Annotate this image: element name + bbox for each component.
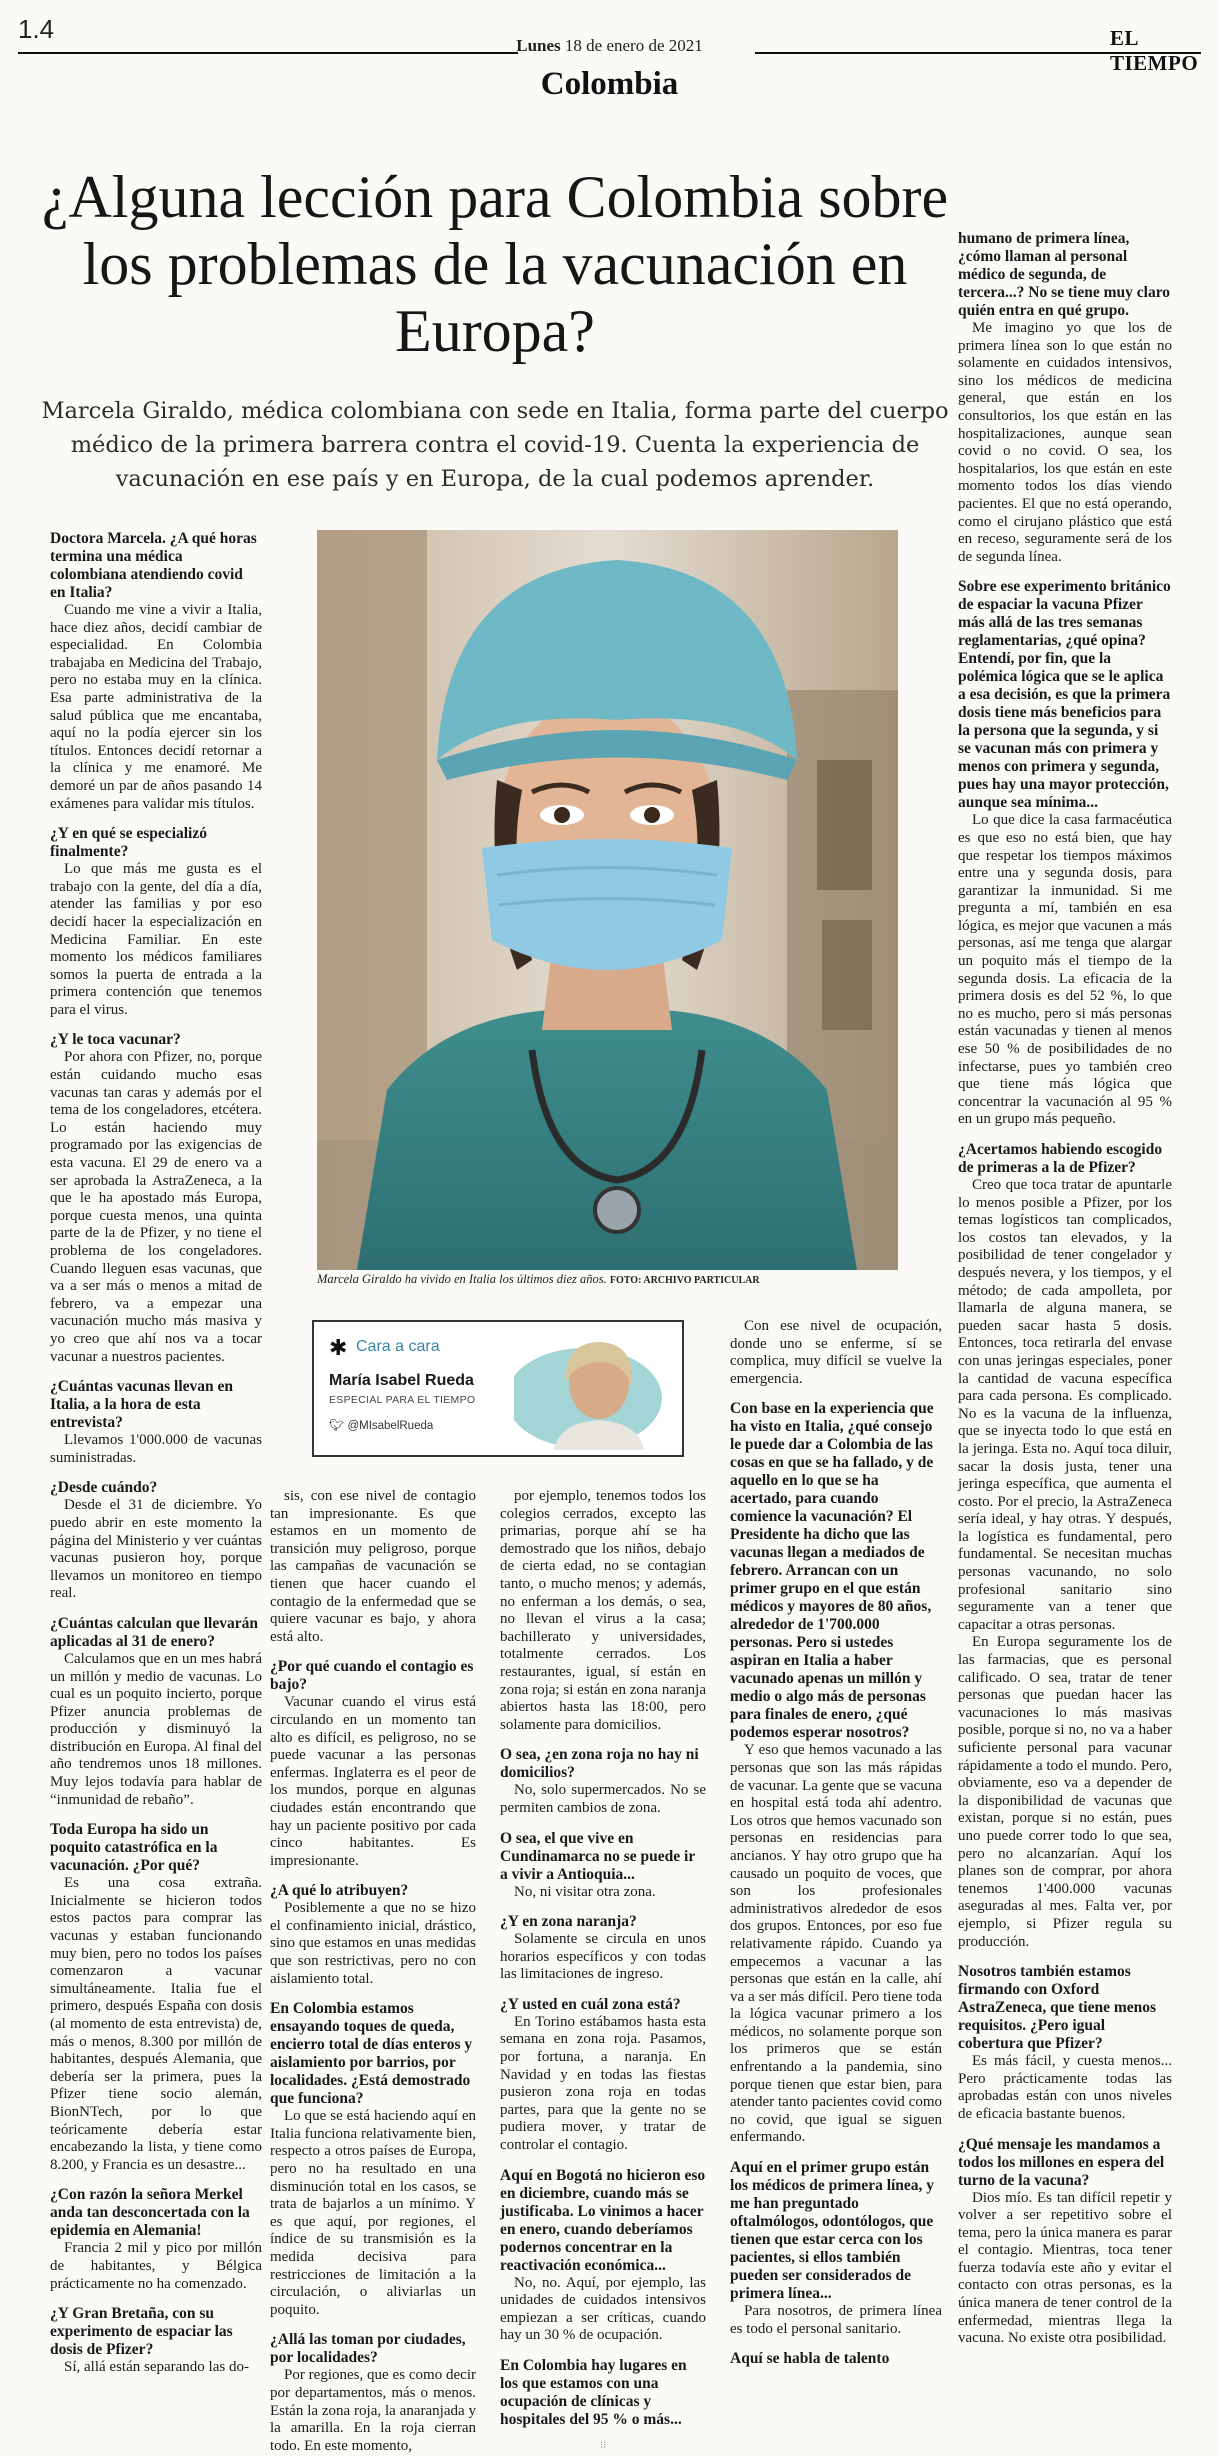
- interview-answer: sis, con ese nivel de contagio tan impresionante. Es que estamos en un momento de transición muy peligroso, porque las campañas de vacunación se tienen que hacer cuando el contagio de la enfermedad que se quiere vacunar es bajo, y ahora está alto.: [270, 1488, 476, 1645]
- interview-question: Aquí en el primer grupo están los médicos de primera línea, y me han preguntado oftalmólogos, odontólogos, que tienen que estar cerca con los pacientes, si ellos también pueden ser considerados de primera línea...: [730, 2159, 935, 2303]
- article-column-1: [50, 530, 262, 2377]
- interview-question: ¿Acertamos habiendo escogido de primeras a la de Pfizer?: [958, 1141, 1163, 1176]
- interview-answer: Solamente se circula en unos horarios específicos y con todas las limitaciones de ingreso.: [500, 1931, 706, 1983]
- issue-date: [0, 36, 1219, 56]
- interview-question: Doctora Marcela. ¿A qué horas termina una médica colombiana atendiendo covid en Italia?: [50, 530, 257, 601]
- interview-question: ¿Y en qué se especializó finalmente?: [50, 825, 207, 861]
- article-column-4: [730, 1318, 942, 2368]
- author-name: María Isabel Rueda: [329, 1372, 474, 1389]
- interview-question: Aquí en Bogotá no hicieron eso en diciembre, cuando más se justificaba. Lo vinimos a hacer en enero, cuando deberíamos podernos concentrar en la reactivación económica...: [500, 2166, 706, 2274]
- interview-answer: Es más fácil, y cuesta menos... Pero prácticamente todas las aprobadas están con unos niveles de eficacia bastante buenos.: [958, 2053, 1172, 2122]
- interview-answer: En Europa seguramente los de las farmacias, que es personal calificado. O sea, tratar de tener personas que puedan hacer las vacunaciones lo más masivas posible, porque si no, no va a haber suficiente personal para vacunar rápidamente a todo el mundo. Pero, obviamente, eso va a depender de la disponibilidad de vacunas que existan, porque si no están, pues uno puede correr todo lo que sea, pero no alcanzarían. Aquí los planes son de comprar, por ahora tenemos 1'400.000 vacunas aseguradas al mes. Falta ver, por ejemplo, si Pfizer regula su producción.: [958, 1634, 1172, 1950]
- interview-question: Toda Europa ha sido un poquito catastrófica en la vacunación. ¿Por qué?: [50, 1821, 218, 1875]
- author-handle-text: @MIsabelRueda: [347, 1420, 434, 1432]
- interview-question: ¿Desde cuándo?: [50, 1479, 158, 1497]
- page-footer-mark: ⁝⁝: [600, 2440, 607, 2451]
- article-column-2: [270, 1488, 476, 2455]
- interview-question: ¿Cuántas calculan que llevarán aplicadas al 31 de enero?: [50, 1614, 258, 1650]
- interview-answer: Lo que más me gusta es el trabajo con la gente, del día a día, atender las familias y por eso decidí hacer la especialización en Medicina Familiar. En este momento los médicos familiares somos la puerta de entrada a la primera contención que tenemos para el virus.: [50, 861, 262, 1018]
- interview-answer: por ejemplo, tenemos todos los colegios cerrados, excepto las primarias, porque ahí se ha demostrado que los niños, debajo de cierta edad, no se contagian tanto, o mucho menos; y además, no enferman a los demás, o sea, no llevan el virus a la casa; bachillerato y universidades, totalmente cerrados. Los restaurantes, igual, sí están en zona roja; si están en zona naranja abiertos hasta las 18:00, pero solamente para domicilios.: [500, 1488, 706, 1733]
- author-twitter: [329, 1418, 433, 1432]
- twitter-bird-icon: 🐦︎: [329, 1418, 345, 1432]
- photo-credit: FOTO: ARCHIVO PARTICULAR: [609, 1275, 760, 1286]
- interview-answer: Francia 2 mil y pico por millón de habitantes, y Bélgica prácticamente no ha comenzado.: [50, 2240, 262, 2292]
- interview-answer: Creo que toca tratar de apuntarle lo menos posible a Pfizer, por los temas logísticos tan complicados, los costos tan elevados, y la posibilidad de tener congelador y después nevera, y los tiempos, y el método; de cada ampolleta, por llamarla de alguna manera, se pueden sacar hasta 5 dosis. Entonces, toca retirarla del envase con unas jeringas especiales, poner la cantidad de vacuna específica para cada persona. Es complicado. No es la vacuna de la influenza, que se inyecta todo lo que está en la jeringa. Esta no. Aquí toca diluir, sacar la dosis justa, tener una jeringa específica, que aumenta el costo. Por el precio, la AstraZeneca sería ideal, y hay otras. Y después, la logística es fundamental, pero fundamental. Se necesitan muchas personas vacunando, no solo profesional sanitario sino seguramente van a tener que capacitar a otras personas.: [958, 1177, 1172, 1633]
- interview-answer: Sí, allá están separando las do-: [64, 2359, 249, 2376]
- article-column-3: [500, 1488, 706, 2429]
- interview-answer: Para nosotros, de primera línea es todo el personal sanitario.: [730, 2303, 942, 2337]
- interview-question: ¿Y usted en cuál zona está?: [500, 1995, 681, 2013]
- interview-answer: Cuando me vine a vivir a Italia, hace diez años, decidí cambiar de especialidad. En Colombia trabajaba en Medicina del Trabajo, pero no estaba muy en la clínica. Esa parte administrativa de la salud pública que me encantaba, aquí no la podía ejercer sin los títulos. Entonces decidí retornar a la clínica y me enamoré. Me demoré un par de años pasando 14 exámenes para validar mis títulos.: [50, 602, 262, 812]
- issue-date-day: Lunes: [516, 36, 561, 55]
- section-title: Colombia: [540, 66, 679, 102]
- interview-answer: Por ahora con Pfizer, no, porque están cuidando mucho esas vacunas tan caras y además por el tema de los congeladores, etcétera. Lo están haciendo muy programado por las exigencias de esta vacuna. El 29 de enero va a ser aprobada la AstraZeneca, a la que le ha apostado más Europa, porque cuesta menos, una quinta parte de la de Pfizer, y no tiene el problema de los congeladores. Cuando lleguen esas vacunas, que va a ser más o menos a mitad de febrero, va a empezar una vacunación mucho más masiva y yo creo que ahí nos va a tocar vacunar a nuestros pacientes.: [50, 1049, 262, 1365]
- interview-answer: Y eso que hemos vacunado a las personas que son las más rápidas de vacunar. La gente que se vacuna en hospital está toda ahí adentro. Los otros que hemos vacunado son personas en residencias para ancianos. Y hay otro grupo que ha causado un poquito de voces, que son los profesionales administrativos alrededor de esos dos grupos. Entonces, por eso fue relativamente rápido. Cuando ya empecemos a vacunar a las personas que están en la calle, ahí va a ser más difícil. Pero tiene toda la lógica vacunar primero a los médicos, no solamente porque son los primeros que se están enfrentando a la pandemia, sino porque tienen que estar bien, para atender tanto pacientes covid como no covid, que igual se siguen enfermando.: [730, 1742, 942, 2146]
- interview-answer: No, ni visitar otra zona.: [514, 1883, 656, 1900]
- author-role: ESPECIAL PARA EL TIEMPO: [329, 1394, 476, 1406]
- author-box-kicker: Cara a cara: [356, 1338, 440, 1355]
- interview-question: ¿A qué lo atribuyen?: [270, 1882, 409, 1900]
- article-deck: Marcela Giraldo, médica colombiana con sede en Italia, forma parte del cuerpo médico de la primera barrera contra el covid-19. Cuenta la experiencia de vacunación en ese país y en Europa, de la cual podemos aprender.: [41, 398, 949, 492]
- interview-question: humano de primera línea, ¿cómo llaman al personal médico de segunda, de tercera...? No se tiene muy claro quién entra en qué grupo.: [958, 230, 1171, 319]
- interview-question: ¿Con razón la señora Merkel anda tan desconcertada con la epidemia en Alemania!: [50, 2186, 250, 2240]
- interview-answer: Llevamos 1'000.000 de vacunas suministradas.: [50, 1432, 262, 1466]
- issue-date-rest: 18 de enero de 2021: [564, 36, 703, 55]
- interview-question: ¿Por qué cuando el contagio es bajo?: [270, 1658, 474, 1694]
- interview-answer: Lo que se está haciendo aquí en Italia funciona relativamente bien, respecto a otros países de Europa, pero no ha resultado en una disminución total en los casos, se trata de bajarlos a un mínimo. Y es que aquí, por regiones, el índice de su transmisión es la medida decisiva para restricciones de limitación a la circulación, o aliviarlas un poquito.: [270, 2108, 476, 2318]
- author-portrait: [514, 1328, 674, 1450]
- interview-answer: Me imagino yo que los de primera línea son lo que están no solamente en cuidados intensivos, sino los médicos de medicina general, que están en los consultorios, los que están en las hospitalizaciones, aunque sean covid o no covid. O sea, los hospitalarios, los que están en este momento todos los días viendo pacientes. El que no está operando, como el cirujano plástico que está en receso, seguramente será de los de segunda línea.: [958, 320, 1172, 565]
- interview-answer: Es una cosa extraña. Inicialmente se hicieron todos estos pactos para comprar las vacunas y estaban funcionando muy bien, pero no todos los países comenzaron a vacunar simultáneamente. Italia fue el primero, después España con dosis (al momento de esta entrevista) de, más o menos, 8.300 por millón de habitantes, después Alemania, que debería ser la primera, pues la Pfizer tiene socio alemán, BionNTech, por lo que teóricamente debería estar encabezando la lista, y tiene como 8.200, y Francia es un desastre...: [50, 1875, 262, 2173]
- author-box: [312, 1320, 684, 1457]
- interview-answer: Lo que dice la casa farmacéutica es que eso no está bien, que hay que respetar los tiempos máximos entre una y segunda dosis, para garantizar la inmunidad. Si me pregunta a mí, también en esa lógica, es mejor que vacunen a más personas, así me tenga que alargar un poquito más el tiempo de la segunda dosis. La eficacia de la primera dosis es del 52 %, lo que no es mucho, pero si más personas están vacunadas y tienen al menos ese 50 % de posibilidades de no infectarse, pues yo también creo que tiene más lógica que concentrar la vacunación al 95 % en un grupo más pequeño.: [958, 812, 1172, 1128]
- interview-answer: En Torino estábamos hasta esta semana en zona roja. Pasamos, por fortuna, a naranja. En Navidad y en todas las fiestas pusieron zona roja en todas partes, para que la gente no se pudiera mover, y tratar de controlar el contagio.: [500, 2013, 706, 2154]
- article-column-5: [958, 230, 1172, 2348]
- interview-answer: Por regiones, que es como decir por departamentos, más o menos. Están la zona roja, la anaranjada y la amarilla. En la roja cierran todo. En este momento,: [270, 2367, 476, 2454]
- interview-question: Nosotros también estamos firmando con Oxford AstraZeneca, que tiene menos requisitos. ¿Pero igual cobertura que Pfizer?: [958, 1963, 1157, 2053]
- article-headline: ¿Alguna lección para Colombia sobre los problemas de la vacunación en Europa?: [41, 164, 949, 364]
- newspaper-logo: EL TIEMPO: [1110, 26, 1199, 75]
- interview-question: O sea, el que vive en Cundinamarca no se puede ir a vivir a Antioquia...: [500, 1829, 695, 1883]
- interview-question: Aquí se habla de talento: [730, 2350, 890, 2368]
- doctor-portrait-photo: [317, 530, 898, 1270]
- interview-question: ¿Qué mensaje les mandamos a todos los millones en espera del turno de la vacuna?: [958, 2135, 1165, 2189]
- interview-question: En Colombia hay lugares en los que estamos con una ocupación de clínicas y hospitales del 95 % o más...: [500, 2357, 687, 2428]
- interview-answer: No, solo supermercados. No se permiten cambios de zona.: [500, 1782, 706, 1816]
- interview-question: ¿Y le toca vacunar?: [50, 1031, 181, 1049]
- interview-answer: Calculamos que en un mes habrá un millón y medio de vacunas. Lo cual es un poquito incierto, porque Pfizer anuncia problemas de producción y disminuyó la distribución en Europa. Al final del año tendremos unos 18 millones. Muy lejos todavía para hablar de “inmunidad de rebaño”.: [50, 1650, 262, 1808]
- interview-answer: Vacunar cuando el virus está circulando en un momento tan alto es difícil, es peligroso, no se puede vacunar a las personas enfermas. Inglaterra es el peor de los mundos, porque en algunas ciudades están encontrando que hay un paciente positivo por cada cinco habitantes. Es impresionante.: [270, 1694, 476, 1869]
- photo-caption-text: Marcela Giraldo ha vivido en Italia los últimos diez años.: [317, 1272, 607, 1286]
- asterisk-icon: ✱: [329, 1336, 348, 1361]
- interview-question: Sobre ese experimento británico de espaciar la vacuna Pfizer más allá de las tres semanas reglamentarias, ¿qué opina? Entendí, por fin, que la polémica lógica que se le aplica a esa decisión, es que la primera dosis tiene más beneficios para la persona que la segunda, y si se vacunan más con primera y menos con primera y segunda, pues hay una mayor protección, aunque sea mínima...: [958, 578, 1171, 812]
- interview-question: ¿Cuántas vacunas llevan en Italia, a la hora de esta entrevista?: [50, 1378, 234, 1432]
- page-number: 1.4: [18, 14, 55, 44]
- interview-answer: Posiblemente a que no se hizo el confinamiento inicial, drástico, sino que estamos en unas medidas que son restrictivas, pero no con aislamiento total.: [270, 1900, 476, 1987]
- interview-answer: Dios mío. Es tan difícil repetir y volver a ser repetitivo sobre el tema, pero la única manera es parar el contagio. Mientras, toca tener fuerza todavía este año y evitar el contacto con otras personas, es la única manera de tener control de la enfermedad, mientras llega la vacuna. No existe otra posibilidad.: [958, 2189, 1172, 2347]
- interview-question: ¿Y en zona naranja?: [500, 1913, 637, 1931]
- interview-answer: Desde el 31 de diciembre. Yo puedo abrir en este momento la página del Ministerio y ver cuántas vacunas pusieron hoy, porque llevamos un monitoreo en tiempo real.: [50, 1497, 262, 1602]
- interview-answer: Con ese nivel de ocupación, donde uno se enferme, sí se complica, muy difícil se vuelve la emergencia.: [730, 1318, 942, 1387]
- interview-question: ¿Allá las toman por ciudades, por localidades?: [270, 2331, 466, 2367]
- interview-question: En Colombia estamos ensayando toques de queda, encierro total de días enteros y aislamiento por barrios, por localidades. ¿Está demostrado que funciona?: [270, 2000, 473, 2108]
- interview-answer: No, no. Aquí, por ejemplo, las unidades de cuidados intensivos empiezan a ser críticas, cuando hay un 30 % de ocupación.: [500, 2274, 706, 2344]
- interview-question: ¿Y Gran Bretaña, con su experimento de espaciar las dosis de Pfizer?: [50, 2305, 233, 2359]
- article-photo: [317, 530, 898, 1270]
- photo-caption: [317, 1272, 917, 1287]
- interview-question: Con base en la experiencia que ha visto en Italia, ¿qué consejo le puede dar a Colombia de las cosas en que se ha fallado, y de aquello en lo que se ha acertado, para cuando comience la vacunación? El Presidente ha dicho que las vacunas llegan a mediados de febrero. Arrancan con un primer grupo en el que están médicos y mayores de 80 años, alrededor de 1'700.000 personas. Pero si ustedes aspiran en Italia a haber vacunado apenas un millón y medio o algo más de personas para finales de enero, ¿qué podemos esperar nosotros?: [730, 1400, 934, 1742]
- interview-question: O sea, ¿en zona roja no hay ni domicilios?: [500, 1746, 699, 1782]
